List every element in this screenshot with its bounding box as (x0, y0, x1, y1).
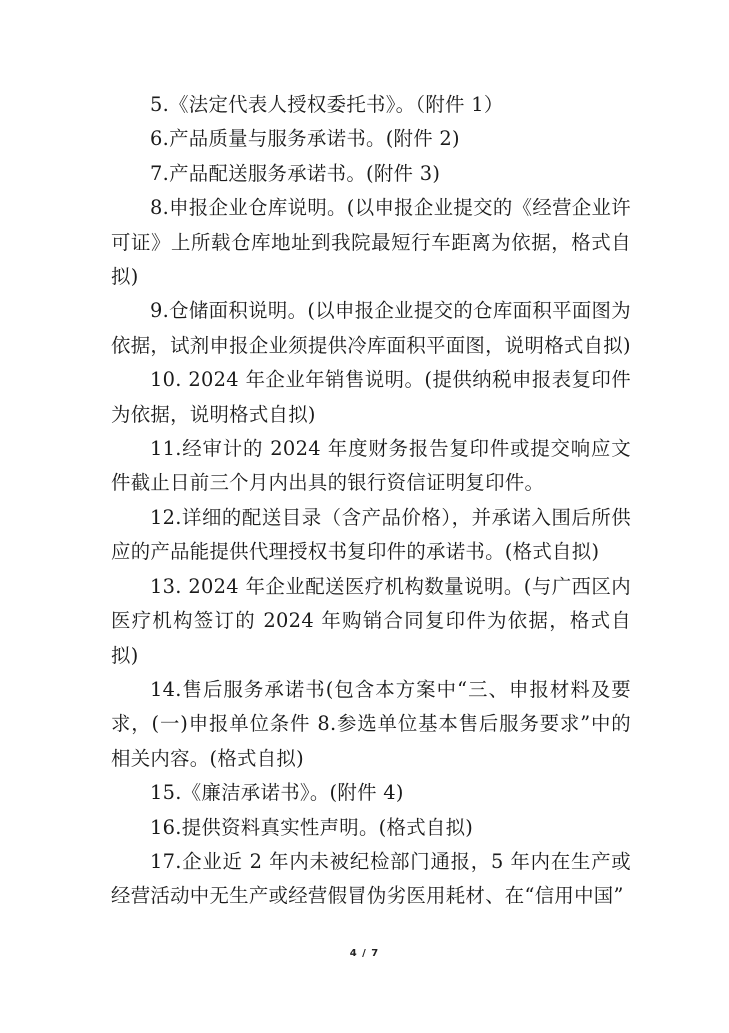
paragraph-item-11: 11.经审计的 2024 年度财务报告复印件或提交响应文件截止日前三个月内出具的银行资信证明复印件。 (111, 437, 631, 495)
paragraph-item-6: 6.产品质量与服务承诺书。(附件 2) (150, 127, 460, 151)
page-number: 4 / 7 (349, 948, 380, 959)
paragraph-item-13: 13. 2024 年企业配送医疗机构数量说明。(与广西区内医疗机构签订的 2024 年购销合同复印件为依据，格式自拟) (111, 574, 631, 667)
paragraph-item-7: 7.产品配送服务承诺书。(附件 3) (150, 161, 441, 185)
paragraph-item-9: 9.仓储面积说明。(以申报企业提交的仓库面积平面图为依据，试剂申报企业须提供冷库面积平面图，说明格式自拟) (111, 299, 631, 357)
paragraph-item-10: 10. 2024 年企业年销售说明。(提供纳税申报表复印件为依据，说明格式自拟) (111, 368, 631, 426)
paragraph-item-17: 17.企业近 2 年内未被纪检部门通报，5 年内在生产或经营活动中无生产或经营假冒伪劣医用耗材、在“信用中国” (111, 849, 631, 908)
document-body (111, 88, 631, 914)
paragraph-item-16: 16.提供资料真实性声明。(格式自拟) (150, 815, 474, 839)
paragraph-item-5: 5.《法定代表人授权委托书》。（附件 1） (150, 93, 504, 116)
paragraph-item-15: 15.《廉洁承诺书》。(附件 4) (150, 781, 404, 805)
paragraph-item-14: 14.售后服务承诺书(包含本方案中“三、申报材料及要求，(一)申报单位条件 8.参选单位基本售后服务要求”中的相关内容。(格式自拟) (111, 677, 631, 770)
paragraph-item-8: 8.申报企业仓库说明。(以申报企业提交的《经营企业许可证》上所载仓库地址到我院最短行车距离为依据，格式自拟) (111, 196, 631, 289)
paragraph-item-12: 12.详细的配送目录（含产品价格），并承诺入围后所供应的产品能提供代理授权书复印件的承诺书。(格式自拟) (111, 505, 631, 564)
